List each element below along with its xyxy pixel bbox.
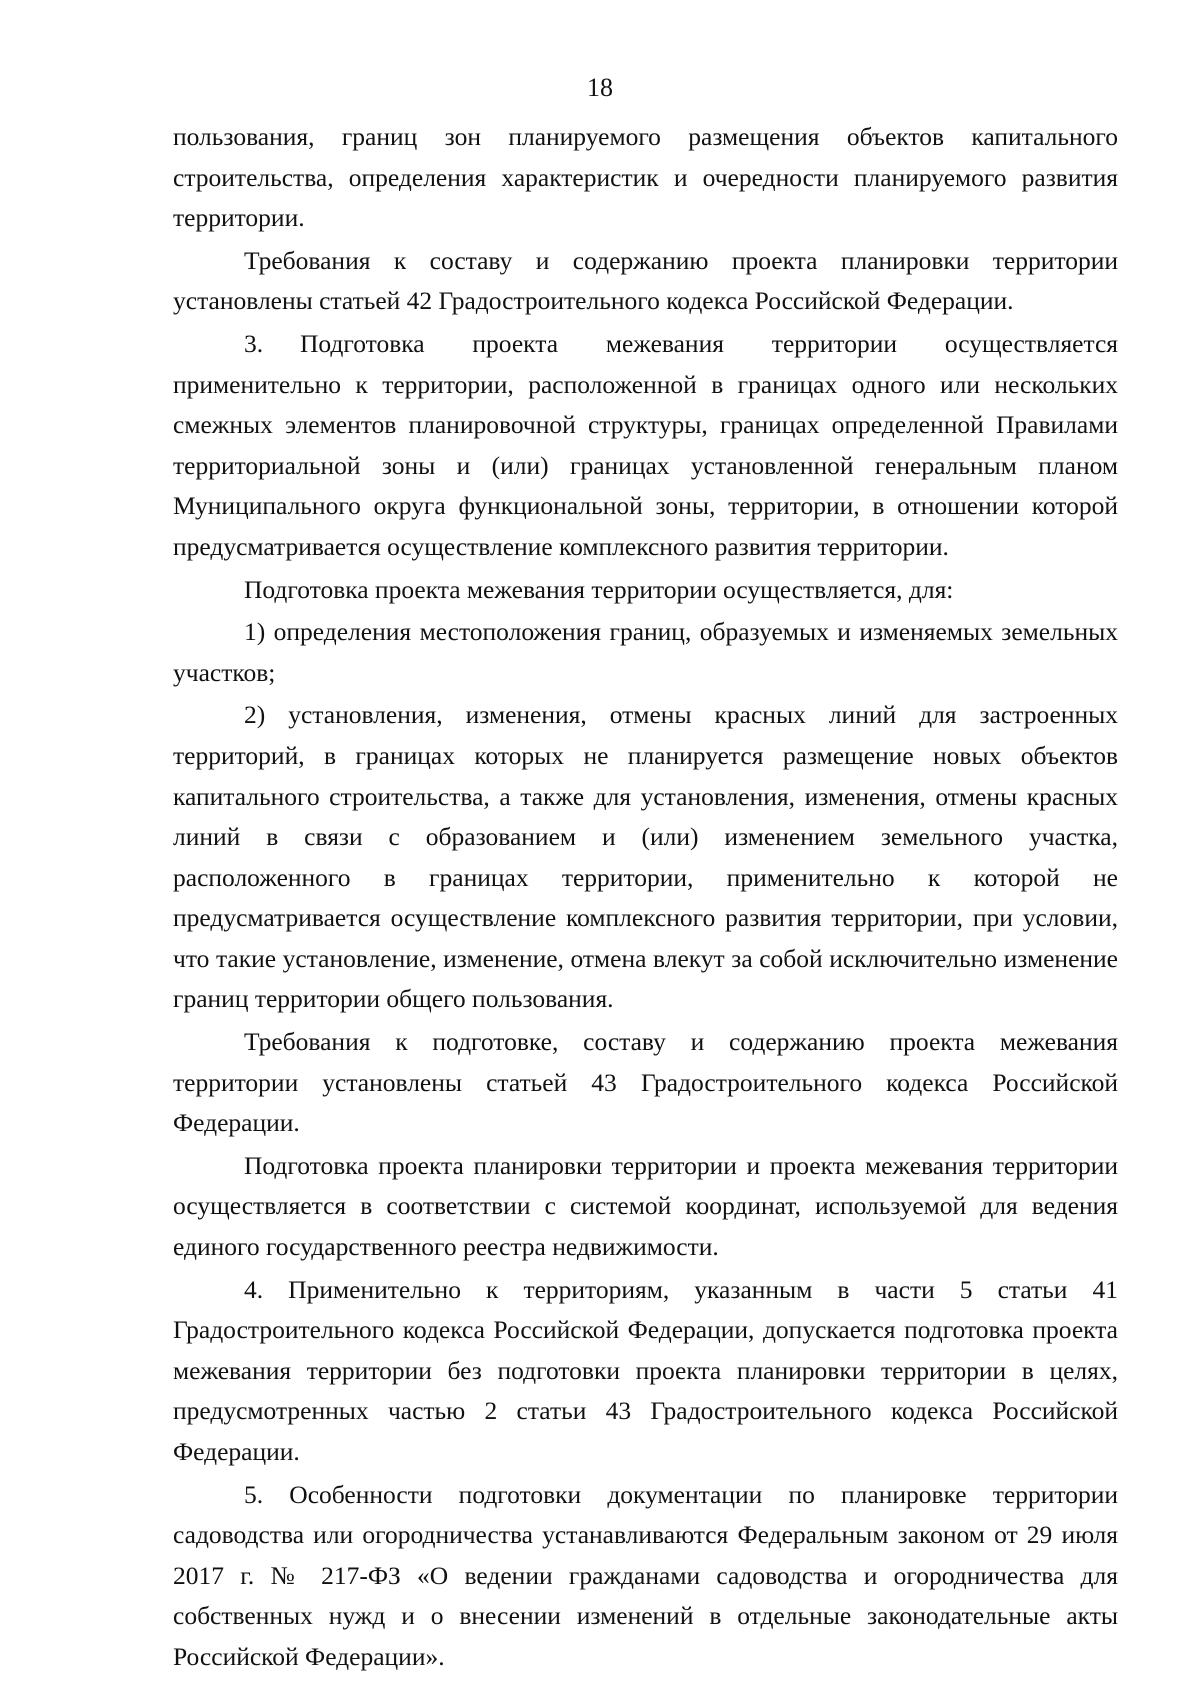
item-number: 3.	[244, 328, 264, 358]
paragraph-subitem-1: 1) определения местоположения границ, образуемых и изменяемых земельных участков;	[173, 617, 1118, 687]
paragraph-subitem-2: 2) установления, изменения, отмены красных линий для застроенных территорий, в границах которых не планируется размещение новых объектов капитального строительства, а также для установления, изменения, отмены красных линий в связи с образованием и (или) изменением земельного участка, расположенного в границах территории, применительно к которой не предусматривается осуществление комплексного развития территории, при условии, что такие установление, изменение, отмена влекут за собой исключительно изменение границ территории общего пользования.	[173, 700, 1118, 1014]
paragraph-item-5: 5. Особенности подготовки документации по планировке территории садоводства или огородничества устанавливаются Федеральным законом от 29 июля 2017 г. № 217-ФЗ «О ведении гражданами садоводства и огородничества для собственных нужд и о внесении изменений в отдельные законодательные акты Российской Федерации».	[173, 1479, 1118, 1671]
document-body	[173, 117, 1118, 1678]
paragraph-continuation: пользования, границ зон планируемого размещения объектов капитального строительства, определения характеристик и очередности планируемого развития территории.	[173, 122, 1118, 233]
paragraph-surveying-purpose: Подготовка проекта межевания территории осуществляется, для:	[244, 574, 954, 604]
paragraph-item-4: 4. Применительно к территориям, указанным в части 5 статьи 41 Градостроительного кодекса Российской Федерации, допускается подготовка проекта межевания территории без подготовки проекта планировки территории в целях, предусмотренных частью 2 статьи 43 Градостроительного кодекса Российской Федерации.	[173, 1274, 1118, 1466]
paragraph-planning-requirements: Требования к составу и содержанию проекта планировки территории установлены статьей 42 Градостроительного кодекса Российской Федерации.	[173, 245, 1118, 316]
item-text: Подготовка проекта межевания территории осуществляется применительно к территории, расположенной в границах одного или нескольких смежных элементов планировочной структуры, границах определенной Правилами территориальной зоны и (или) границах установленной генеральным планом Муниципального округа функциональной зоны, территории, в отношении которой предусматривается осуществление комплексного развития территории.	[173, 328, 1118, 561]
paragraph-coordinate-system: Подготовка проекта планировки территории и проекта межевания территории осуществляется в соответствии с системой координат, используемой для ведения единого государственного реестра недвижимости.	[173, 1150, 1118, 1262]
paragraph-surveying-requirements: Требования к подготовке, составу и содержанию проекта межевания территории установлены статьей 43 Градостроительного кодекса Российской Федерации.	[173, 1027, 1118, 1138]
paragraph-item-3	[173, 324, 1118, 568]
page-number: 18	[587, 73, 613, 102]
